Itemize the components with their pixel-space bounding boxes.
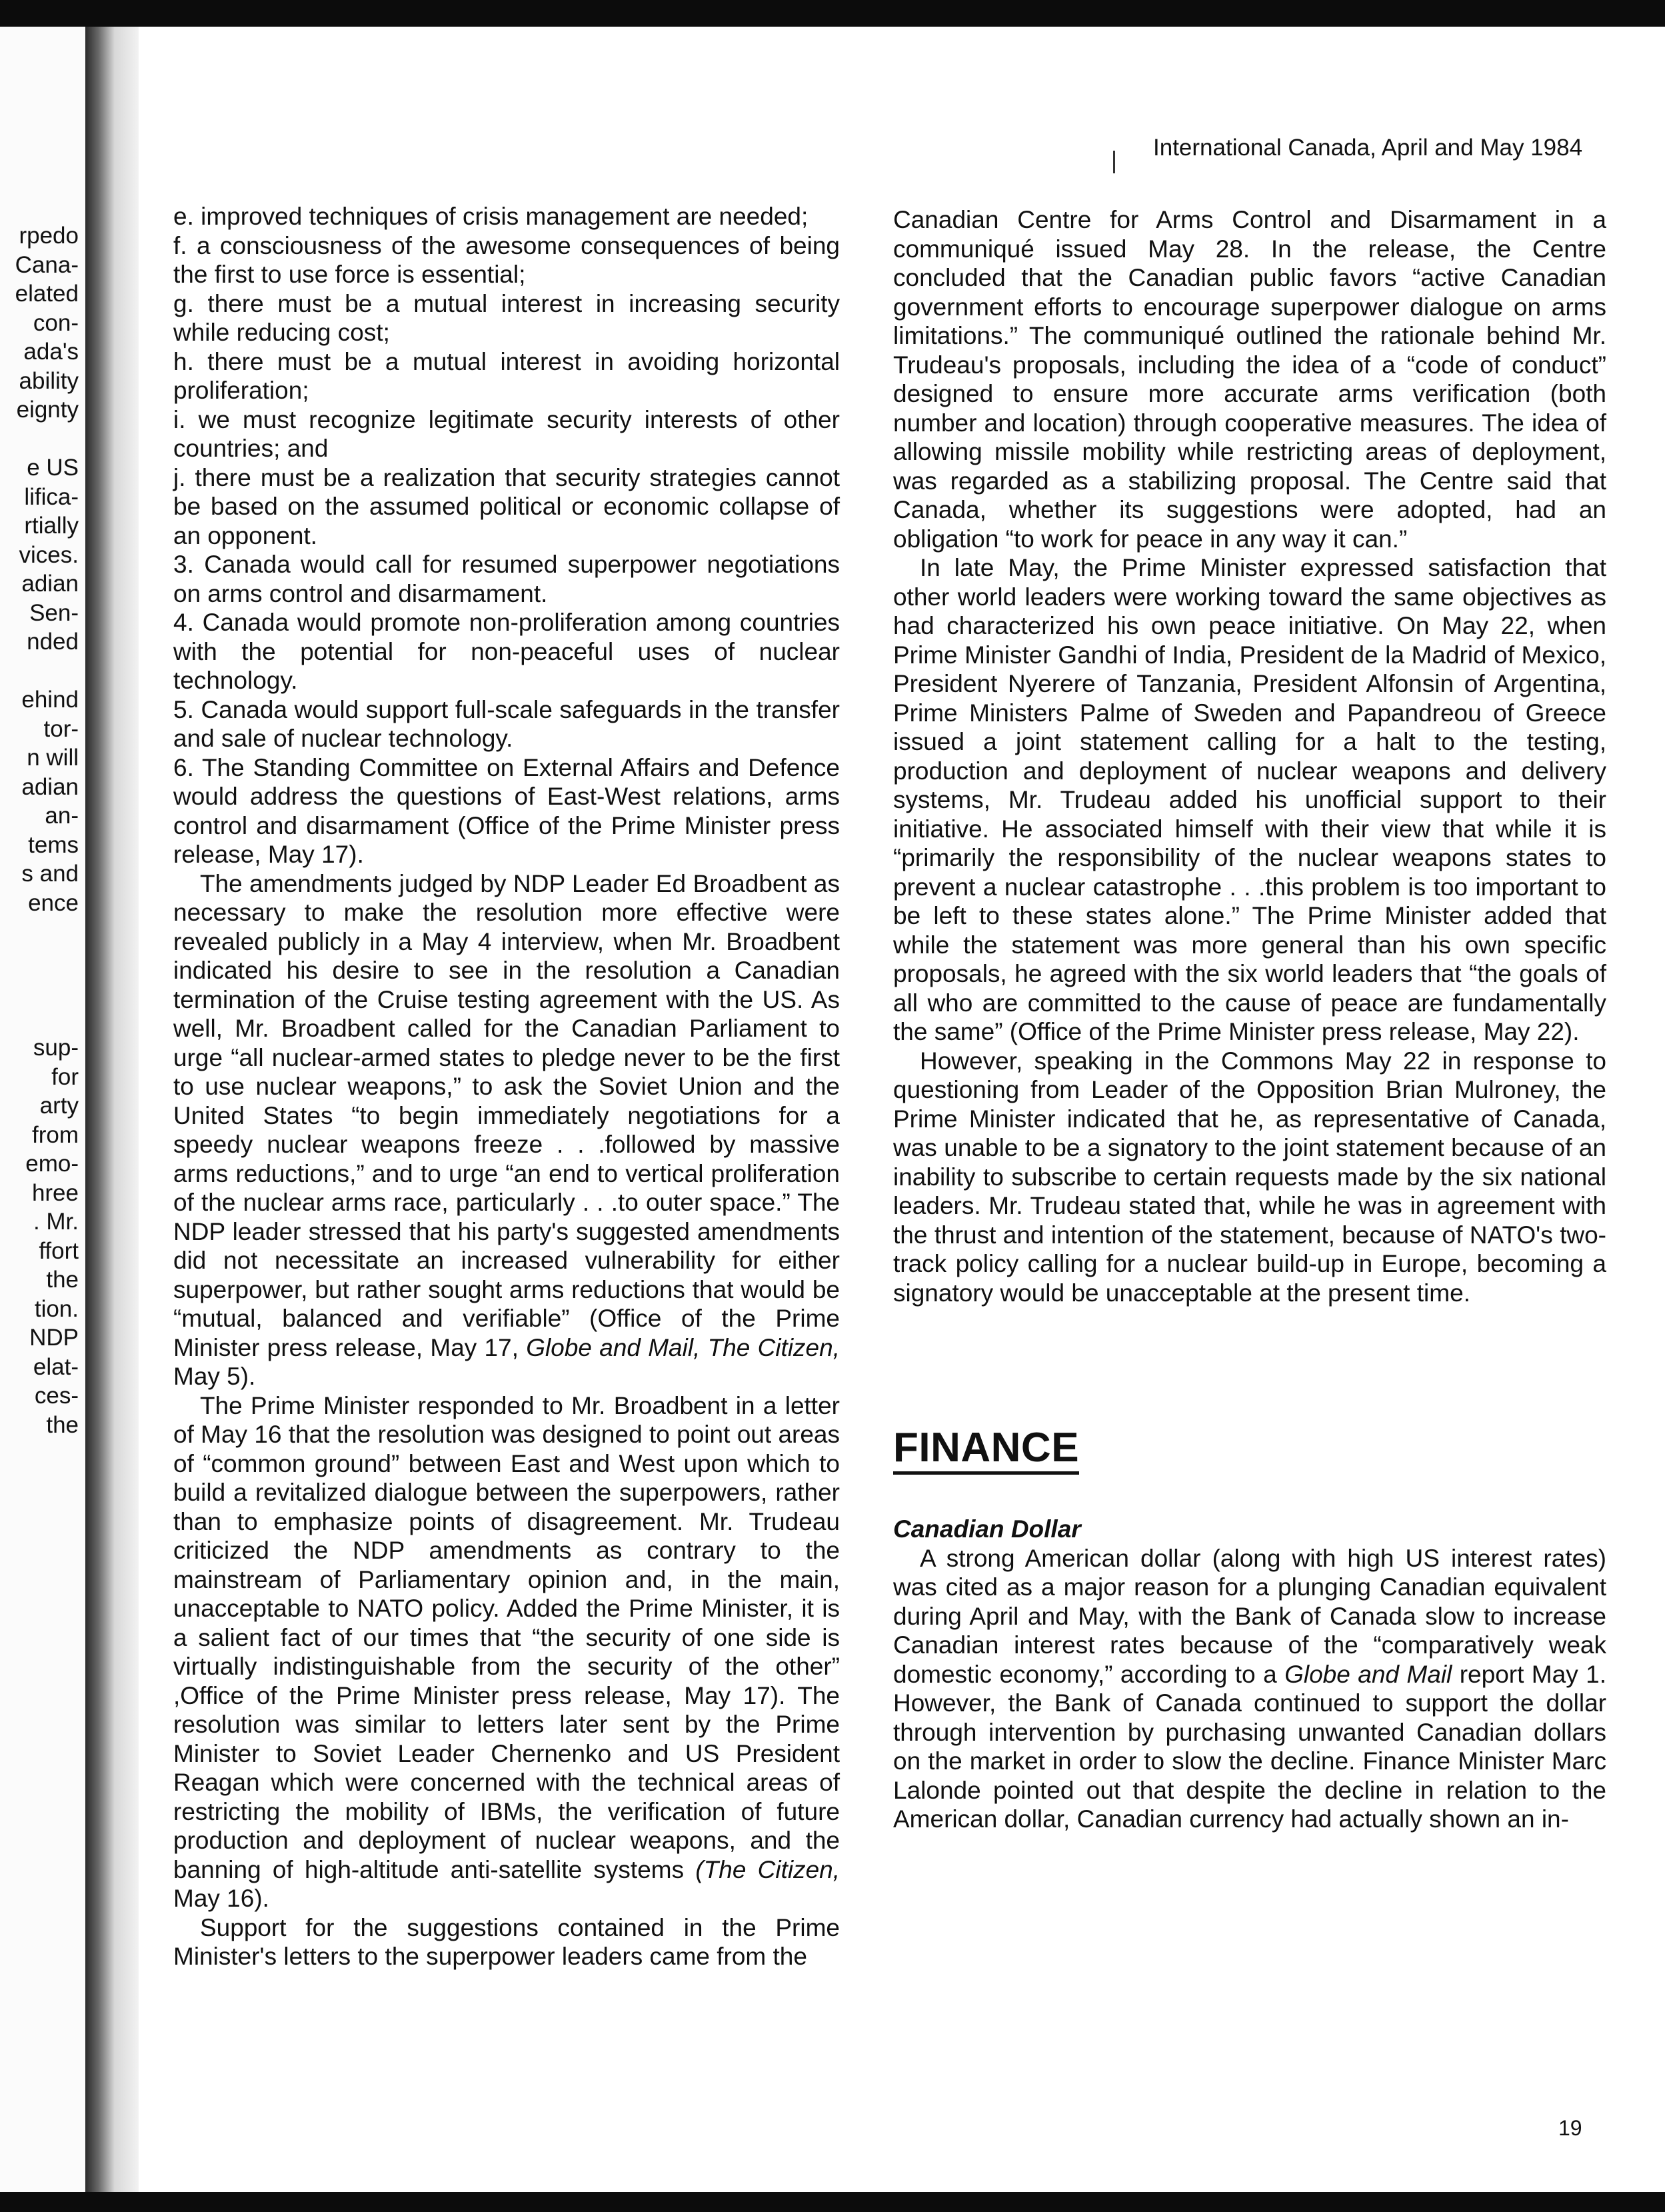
facing-page-fragment: the (46, 1411, 79, 1438)
facing-page-fragment: rtially (24, 513, 79, 539)
paragraph-centre-communique: Canadian Centre for Arms Control and Disarmament in a communiqué issued May 28. In the release, the Centre concluded that the Canadian public favors “active Canadian government efforts to encourage superpower dialogue on arms limitations.” The communiqué outlined the rationale behind Mr. Trudeau's proposals, including the idea of a “code of conduct” designed to ensure more accurate arms verification (both number and location) through cooperative measures. The idea of allowing missile mobility while restricting areas of deployment, was regarded as a stabilizing proposal. The Centre said that Canada, whether its suggestions were adopted, had an obligation “to work for peace in any way it can.” (893, 206, 1606, 553)
facing-page-text-fragments (0, 221, 79, 1439)
facing-page-fragment: ffort (39, 1237, 79, 1264)
facing-page-fragment: eignty (16, 397, 79, 423)
scan-bottom-border (0, 2192, 1665, 2212)
list-item: 4. Canada would promote non-proliferation among countries with the potential for non-peaceful uses of nuclear technology. (173, 609, 840, 694)
facing-page-fragment: adian (21, 571, 79, 597)
facing-page-fragment: sup- (33, 1035, 79, 1061)
paragraph-ndp-amendments: The amendments judged by NDP Leader Ed Broadbent as necessary to make the resolution more effective were revealed publicly in a May 4 interview, when Mr. Broadbent indicated his desire to see in the resolution a Canadian termination of the Cruise testing agreement with the US. As well, Mr. Broadbent called for the Canadian Parliament to urge “all nuclear-armed states to pledge never to be the first to use nuclear weapons,” to ask the Soviet Union and the United States “to begin immediately negotiations for a speedy nuclear weapons freeze . . .followed by massive arms reductions,” and to urge “an end to vertical proliferation of the nuclear arms race, particularly . . .to outer space.” The NDP leader stressed that his party's suggested amendments did not necessitate an increased vulnerability for either superpower, but rather sought arms reductions that would be “mutual, balanced and verifiable” (Office of the Prime Minister press release, May 17, Globe and Mail, The Citizen, May 5). (173, 869, 840, 1390)
facing-page-fragment: arty (39, 1093, 79, 1119)
facing-page-fragment: e US (27, 455, 79, 481)
running-head: International Canada, April and May 1984 (1153, 135, 1583, 161)
facing-page-fragment: hree (31, 1179, 79, 1206)
facing-page-fragment: nded (27, 629, 79, 655)
list-item: i. we must recognize legitimate security interests of other countries; and (173, 405, 840, 462)
page-number: 19 (1558, 2116, 1582, 2140)
recommendation-list (173, 202, 840, 869)
facing-page-fragment: tion. (34, 1295, 79, 1322)
facing-page-fragment: tor- (43, 715, 79, 742)
facing-page-fragment: Sen- (29, 599, 79, 626)
list-item: j. there must be a realization that security strategies cannot be based on the assumed political or economic collapse of an opponent. (173, 463, 840, 549)
facing-page-fragment: rpedo (19, 223, 79, 249)
facing-page-fragment: ada's (23, 339, 79, 365)
list-item: f. a consciousness of the awesome consequences of being the first to use force is essential; (173, 231, 840, 288)
section-heading-finance: FINANCE (893, 1427, 1079, 1475)
facing-page-fragment: ehind (21, 687, 79, 713)
facing-page-fragment: . Mr. (33, 1209, 79, 1235)
list-item: 6. The Standing Committee on External Affairs and Defence would address the questions of East-West relations, arms control and disarmament (Office of the Prime Minister press release, May 17). (173, 753, 840, 868)
list-item: 3. Canada would call for resumed superpower negotiations on arms control and disarmament. (173, 551, 840, 607)
facing-page-fragment: an- (45, 803, 79, 829)
facing-page-fragment: con- (33, 309, 79, 336)
facing-page-fragment: emo- (25, 1151, 79, 1177)
facing-page-fragment: adian (21, 773, 79, 800)
facing-page-fragment: ence (28, 889, 79, 916)
paragraph-canadian-dollar: A strong American dollar (along with high US interest rates) was cited as a major reason for a plunging Canadian equivalent during April and May, with the Bank of Canada slow to increase Canadian interest rates because of the “comparatively weak domestic economy,” according to a Globe and Mail report May 1. However, the Bank of Canada continued to support the dollar through intervention by purchasing unwanted Canadian dollars on the market in order to slow the decline. Finance Minister Marc Lalonde pointed out that despite the decline in relation to the American dollar, Canadian currency had actually shown an in- (893, 1544, 1606, 1833)
facing-page-fragment: elat- (33, 1353, 79, 1380)
list-item: 5. Canada would support full-scale safeguards in the transfer and sale of nuclear technology. (173, 695, 840, 752)
fragment-gap (0, 1005, 79, 1034)
fragment-gap (0, 917, 79, 947)
facing-page-fragment: from (32, 1121, 79, 1148)
scan-mark (1113, 151, 1115, 173)
facing-page-edge (0, 27, 85, 2192)
list-item: h. there must be a mutual interest in avoiding horizontal proliferation; (173, 347, 840, 404)
right-column (893, 205, 1606, 1834)
facing-page-fragment: n will (27, 745, 79, 771)
paragraph-commons: However, speaking in the Commons May 22 in response to questioning from Leader of the Opposition Brian Mulroney, the Prime Minister indicated that he, as representative of Canada, was unable to be a signatory to the joint statement because of an inability to subscribe to certain requests made by the six national leaders. Mr. Trudeau stated that, while he was in agreement with the thrust and intention of the statement, because of NATO's two-track policy calling for a nuclear build-up in Europe, becoming a signatory would be unacceptable at the present time. (893, 1047, 1606, 1307)
fragment-gap (0, 425, 79, 454)
left-column (173, 202, 840, 1971)
facing-page-fragment: elated (15, 281, 79, 307)
fragment-gap (0, 975, 79, 1005)
facing-page-fragment: ces- (34, 1383, 79, 1409)
fragment-gap (0, 657, 79, 686)
facing-page-fragment: ability (19, 367, 79, 394)
facing-page-fragment: vices. (19, 541, 79, 568)
facing-page-fragment: the (46, 1267, 79, 1293)
book-gutter (85, 27, 139, 2192)
list-item: g. there must be a mutual interest in increasing security while reducing cost; (173, 289, 840, 346)
paragraph-pm-response: The Prime Minister responded to Mr. Broadbent in a letter of May 16 that the resolution was designed to point out areas of “common ground” between East and West upon which to build a revitalized dialogue between the superpowers, rather than to emphasize points of disagreement. Mr. Trudeau criticized the NDP amendments as contrary to the mainstream of Parliamentary opinion and, in the main, unacceptable to NATO policy. Added the Prime Minister, it is a salient fact of our times that “the security of one side is virtually indistinguishable from the security of the other” ,Office of the Prime Minister press release, May 17). The resolution was similar to letters later sent by the Prime Minister to Soviet Leader Chernenko and US President Reagan which were concerned with the technical areas of restricting the mobility of IBMs, the verification of future production and deployment of nuclear weapons, and the banning of high-altitude anti-satellite systems (The Citizen, May 16). (173, 1391, 840, 1912)
list-item: e. improved techniques of crisis management are needed; (173, 203, 809, 230)
facing-page-fragment: for (51, 1063, 79, 1090)
facing-page-fragment: s and (21, 861, 79, 887)
facing-page-fragment: Cana- (15, 251, 79, 278)
paragraph-world-leaders: In late May, the Prime Minister expressed satisfaction that other world leaders were working toward the same objectives as had characterized his own peace initiative. On May 22, when Prime Minister Gandhi of India, President de la Madrid of Mexico, President Nyerere of Tanzania, President Alfonsin of Argentina, Prime Ministers Palme of Sweden and Papandreou of Greece issued a joint statement calling for a halt to the testing, production and deployment of nuclear weapons and delivery systems, Mr. Trudeau added his unofficial support to their initiative. He associated himself with their view that while it is “primarily the responsibility of the nuclear weapons states to prevent a nuclear catastrophe . . .this problem is too important to be left to these states alone.” The Prime Minister added that while the statement was more general than his own specific proposals, he agreed with the six world leaders that “the goals of all who are committed to the cause of peace are fundamentally the same” (Office of the Prime Minister press release, May 22). (893, 554, 1606, 1045)
paragraph-support: Support for the suggestions contained in the Prime Minister's letters to the superpower leaders came from the (173, 1913, 840, 1970)
facing-page-fragment: tems (28, 831, 79, 858)
facing-page-fragment: NDP (29, 1325, 79, 1351)
fragment-gap (0, 947, 79, 976)
subheading-canadian-dollar: Canadian Dollar (893, 1515, 1081, 1543)
scan-top-border (0, 0, 1665, 27)
facing-page-fragment: lifica- (24, 483, 79, 510)
